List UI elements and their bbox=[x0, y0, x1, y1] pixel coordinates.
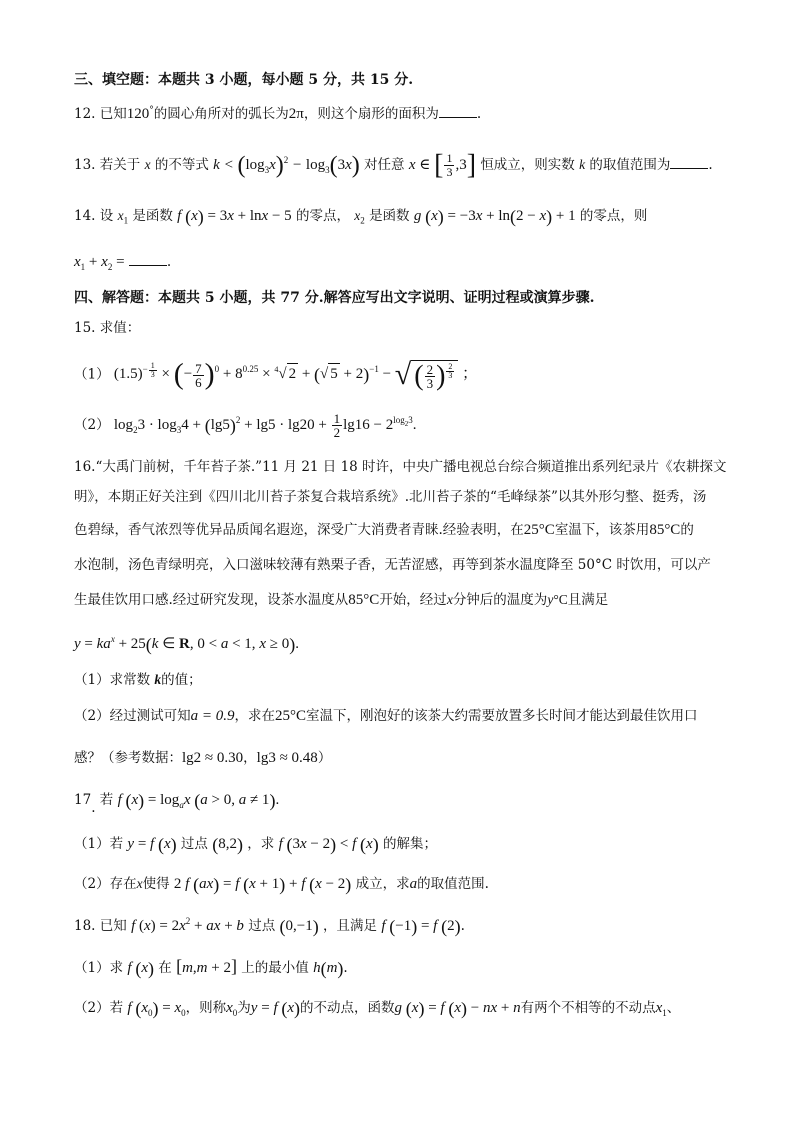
q14-sum: $x_1 + x_2$ = bbox=[74, 254, 125, 272]
q18-end: . bbox=[343, 960, 348, 976]
q12-arc: 2π bbox=[288, 106, 304, 122]
q18-text: 的不动点，函数 bbox=[300, 1000, 395, 1016]
q18-text: 在 bbox=[158, 960, 172, 976]
q14-g: g (x) = −3x + ln(2 − x) + 1 bbox=[413, 206, 576, 227]
q18-point: (0,−1) bbox=[279, 916, 319, 937]
q17-text: ，求 bbox=[247, 836, 275, 852]
q14-text: 的零点， bbox=[295, 208, 350, 224]
q16-text: 色碧绿，香气浓烈等优异品质闻名遐迩，深受广大消费者青睐.经验表明，在 bbox=[74, 522, 524, 538]
q16-text: 生最佳饮用口感.经过研究发现，设茶水温度从 bbox=[74, 592, 349, 608]
q18-text: ，且满足 bbox=[323, 918, 378, 934]
question-17-part-2: （2）存在x使得 2 f (ax) = f (x + 1) + f (x − 2) 成立，求a的取值范围. bbox=[74, 874, 489, 895]
q16-text: （2）经过测试可知 bbox=[74, 708, 191, 724]
q18-text: 过点 bbox=[248, 918, 276, 934]
q15-expr-2: $\log_23 \cdot \log_34 + (\lg 5)^2 + \lg 5 \cdot \lg 20$ + $\frac{1}{2}$ $\lg 16 - 2^{log_23}$. bbox=[113, 411, 417, 440]
question-16-line-1: 16.“大禹门前树，千年苔子茶.”11 月 21 日 18 时许，中央广播电视总台综合频道推出系列纪录片《农耕探文 bbox=[74, 459, 727, 475]
q16-text: ， bbox=[243, 750, 257, 766]
q18-g: g (x) = f (x) − nx + n bbox=[394, 998, 521, 1019]
q17-ineq: f (3x − 2) < f (x) bbox=[278, 834, 379, 855]
q13-end: . bbox=[708, 156, 713, 173]
q16-text: 的值； bbox=[161, 672, 202, 688]
q18-cond: f (−1) = f (2) bbox=[381, 916, 461, 937]
q16-text: 开始，经过 bbox=[379, 592, 447, 608]
q18-text: 有两个不相等的不动点 bbox=[520, 1000, 656, 1016]
q14-x1: $x_1$ bbox=[117, 208, 129, 226]
question-13 bbox=[74, 149, 724, 181]
q13-interval: x ∈ [ $\frac{1}{3}$ ,3] bbox=[408, 149, 477, 181]
q17-number: 17 bbox=[74, 792, 92, 808]
q17-text: 过点 bbox=[180, 836, 208, 852]
q18-text: （2）若 bbox=[74, 1000, 124, 1016]
question-18-part-1 bbox=[74, 956, 724, 979]
q13-var-k: k bbox=[579, 156, 586, 172]
q12-text: 12. 已知 bbox=[74, 106, 127, 122]
q16-text: ，求在 bbox=[234, 708, 275, 724]
q14-text: 是函数 bbox=[132, 208, 173, 224]
q18-def: f $(x) = 2x^2$ + ax + b bbox=[131, 916, 244, 934]
q18-text: 上的最小值 bbox=[241, 960, 309, 976]
question-16-line-4: 水泡制，汤色青绿明亮，入口滋味较薄有熟栗子香，无苦涩感，再等到茶水温度降至 50°C 时饮用，可以产 bbox=[74, 557, 711, 573]
q18-fx: f (x) bbox=[127, 958, 154, 979]
q16-text: （1）求常数 bbox=[74, 672, 151, 688]
question-14-cont bbox=[74, 252, 724, 272]
q16-var-x: x bbox=[446, 592, 453, 607]
question-17-part-1 bbox=[74, 834, 724, 855]
q18-text: ，则称 bbox=[185, 1000, 227, 1016]
q18-fixed: f $(x_0) = x_0$ bbox=[127, 998, 186, 1019]
q18-text: 18. 已知 bbox=[74, 918, 127, 934]
q12-text: 的圆心角所对的弧长为 bbox=[153, 106, 289, 122]
answer-blank[interactable] bbox=[439, 105, 477, 118]
question-12 bbox=[74, 104, 724, 124]
section-4-heading: 四、解答题：本题共 5 小题，共 77 分.解答应写出文字说明、证明过程或演算步骤. bbox=[74, 290, 595, 306]
q16-temp-85: 85 bbox=[649, 522, 665, 538]
q18-hm: h(m) bbox=[313, 958, 344, 979]
q16-text: 感？（参考数据： bbox=[74, 750, 182, 766]
q17-eq: 2 f (ax) = f (x + 1) + f (x − 2) bbox=[173, 874, 352, 895]
q17-text: （1）若 bbox=[74, 836, 124, 852]
question-14 bbox=[74, 206, 724, 227]
q12-text: ，则这个扇形的面积为 bbox=[303, 106, 439, 122]
q18-text: 为 bbox=[237, 1000, 251, 1016]
q15-p1-label: （1） bbox=[74, 366, 110, 383]
q12-end: . bbox=[476, 106, 482, 122]
answer-blank[interactable] bbox=[129, 253, 167, 266]
q17-text: 成立，求 bbox=[355, 876, 410, 892]
q18-end: . bbox=[460, 918, 465, 934]
q16-lg2: lg2 ≈ 0.30 bbox=[182, 750, 244, 766]
q16-temp-25: 25 bbox=[274, 708, 290, 724]
q16-unit: °C bbox=[363, 592, 380, 608]
question-15: 15. 求值： bbox=[74, 320, 141, 336]
q17-dot: . bbox=[91, 800, 96, 816]
q14-text: 是函数 bbox=[369, 208, 410, 224]
q17-text: （2）存在 bbox=[74, 876, 137, 892]
question-16-line-5: 生最佳饮用口感.经过研究发现，设茶水温度从85°C开始，经过x分钟后的温度为y°C且满足 bbox=[74, 592, 609, 608]
question-16-line-3 bbox=[74, 520, 724, 540]
q13-text: 恒成立，则实数 bbox=[480, 156, 575, 173]
q17-def: f $(x) = \log_ax$ (a > 0, a ≠ 1). bbox=[117, 790, 280, 811]
question-16-part-2-cont bbox=[74, 748, 724, 768]
q13-text: 13. 若关于 bbox=[74, 156, 141, 173]
q13-var-x: x bbox=[144, 156, 151, 172]
q14-f: f (x) = 3x + lnx − 5 bbox=[177, 206, 292, 227]
q16-text: 且满足 bbox=[567, 592, 609, 608]
question-15-part-1 bbox=[74, 360, 724, 390]
q14-text: 14. 设 bbox=[74, 208, 114, 224]
question-16-part-2 bbox=[74, 706, 724, 726]
question-18 bbox=[74, 916, 724, 937]
question-15-part-2 bbox=[74, 412, 724, 439]
q18-interval: [m,m + 2] bbox=[176, 956, 237, 976]
q16-model: $y = ka^x + 25(k$ ∈ R, 0 < a < 1, x ≥ 0). bbox=[74, 634, 299, 655]
q16-text: 室温下，刚泡好的该茶大约需要放置多长时间才能达到最佳饮用口 bbox=[305, 708, 698, 724]
q16-a-value: a = 0.9 bbox=[190, 708, 235, 724]
q16-var-y: y bbox=[547, 592, 554, 607]
q17-text: 的解集； bbox=[382, 836, 437, 852]
q18-text: 、 bbox=[666, 1000, 681, 1016]
q17-text: 若 bbox=[99, 792, 114, 808]
q18-text: （1）求 bbox=[74, 960, 124, 976]
q16-unit: °C bbox=[664, 522, 681, 538]
q16-text: 的 bbox=[680, 522, 694, 538]
q17-curve: y = f (x) bbox=[127, 834, 177, 855]
q17-text: 使得 bbox=[142, 876, 170, 892]
q13-text: 的不等式 bbox=[154, 156, 209, 173]
q15-expr-1: $(1.5)^{- \frac{1}{3}}$ × (− $\frac{7}{6}$ )$^0 + 8^{0.25} \times ^4√$ 2 + (√ 5 + 2)$^{-1}$ − √ ( $\frac{2}{3}$ ) $^{\frac{2}{3}}$ ； bbox=[113, 358, 478, 392]
q14-x2: $x_2$ bbox=[354, 208, 365, 226]
q16-temp-25: 25 bbox=[523, 522, 539, 538]
q16-text: 室温下，该茶用 bbox=[554, 522, 650, 538]
q16-text: 分钟后的温度为 bbox=[452, 592, 548, 608]
question-16-formula bbox=[74, 634, 724, 655]
q14-text: 的零点，则 bbox=[579, 208, 648, 224]
q16-unit: °C bbox=[538, 522, 555, 538]
question-18-part-2: （2）若 f $(x_0) = x_0$，则称$x_0$为y = f (x)的不动点，函数g (x) = f (x) − nx + n有两个不相等的不动点$x_1$、 bbox=[74, 998, 681, 1019]
q14-end: . bbox=[166, 254, 172, 270]
q16-lg3: lg3 ≈ 0.48 bbox=[256, 750, 318, 766]
q16-text: ） bbox=[317, 750, 332, 766]
q13-inequality: $k < (\log_3x)^2 - \log_3(3x)$ bbox=[213, 152, 360, 179]
q16-temp-85: 85 bbox=[348, 592, 364, 608]
question-16-line-2: 明》，本期正好关注到《四川北川苔子茶复合栽培系统》.北川苔子茶的“毛峰绿茶”以其外形匀整、挺秀，汤 bbox=[74, 489, 707, 505]
q17-point: (8,2) bbox=[212, 834, 243, 855]
question-16-part-1: （1）求常数 k的值； bbox=[74, 672, 202, 688]
q13-text: 的取值范围为 bbox=[589, 156, 671, 173]
q16-unit: °C bbox=[289, 708, 306, 724]
answer-blank[interactable] bbox=[670, 156, 708, 169]
q17-text: 的取值范围. bbox=[417, 876, 489, 892]
q13-text: 对任意 bbox=[364, 156, 405, 173]
question-17 bbox=[74, 790, 724, 816]
q12-degree: ° bbox=[149, 105, 154, 116]
q12-angle: 120 bbox=[126, 106, 150, 122]
q15-p2-label: （2） bbox=[74, 416, 110, 433]
section-3-heading: 三、填空题：本题共 3 小题，每小题 5 分，共 15 分. bbox=[74, 72, 414, 88]
